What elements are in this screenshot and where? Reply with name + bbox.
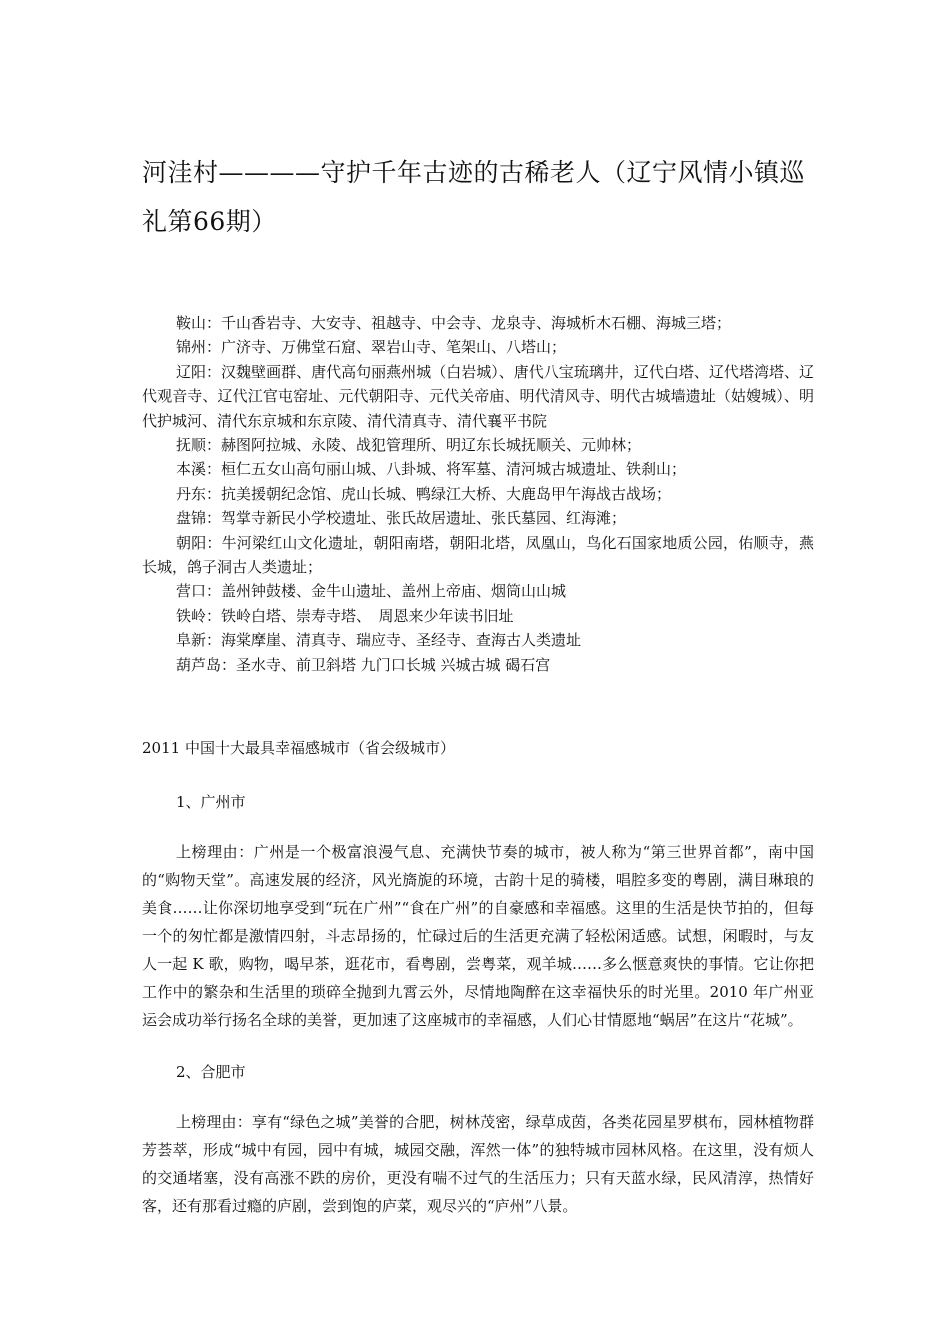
city-reason-guangzhou [142, 838, 814, 1034]
site-entry-tieling: 铁岭：铁岭白塔、崇寿寺塔、 周恩来少年读书旧址 [176, 606, 514, 625]
city-heading-guangzhou: 1、广州市 [176, 793, 246, 811]
site-entry-jinzhou: 锦州：广济寺、万佛堂石窟、翠岩山寺、笔架山、八塔山； [176, 338, 567, 357]
section-heading: 2011 中国十大最具幸福感城市（省会级城市） [142, 739, 455, 757]
city-heading-hefei: 2、合肥市 [176, 1063, 246, 1081]
site-entry-dandong: 丹东：抗美援朝纪念馆、虎山长城、鸭绿江大桥、大鹿岛甲午海战古战场； [176, 484, 672, 503]
site-entry-chaoyang: 朝阳：牛河梁红山文化遗址，朝阳南塔，朝阳北塔，凤凰山，鸟化石国家地质公园，佑顺寺，燕长城，鸽子洞古人类遗址； [142, 533, 814, 577]
site-entry-fuxin: 阜新：海棠摩崖、清真寺、瑞应寺、圣经寺、查海古人类遗址 [176, 631, 582, 650]
reason-paragraph: 上榜理由：广州是一个极富浪漫气息、充满快节奏的城市，被人称为“第三世界首都”，南中国的“购物天堂”。高速发展的经济，风光旖旎的环境，古韵十足的骑楼，唱腔多变的粤剧，满目琳琅的美食……让你深切地享受到“玩在广州”“食在广州”的自豪感和幸福感。这里的生活是快节拍的，但每一个的匆忙都是激情四射，斗志昂扬的，忙碌过后的生活更充满了轻松闲适感。试想，闲暇时，与友人一起 K 歌，购物，喝早茶，逛花市，看粤剧，尝粤菜，观羊城……多么惬意爽快的事情。它让你把工作中的繁杂和生活里的琐碎全抛到九霄云外，尽情地陶醉在这幸福快乐的时光里。2010 年广州亚运会成功举行扬名全球的美誉，更加速了这座城市的幸福感，人们心甘情愿地“蜗居”在这片“花城”。 [142, 843, 814, 1029]
historic-sites-list [142, 311, 814, 677]
site-entry-panjin: 盘锦：驾掌寺新民小学校遗址、张氏故居遗址、张氏墓园、红海滩； [176, 509, 627, 528]
reason-paragraph: 上榜理由：享有“绿色之城”美誉的合肥，树林茂密，绿草成茵，各类花园星罗棋布，园林植物群芳荟萃，形成“城中有园，园中有城，城园交融，浑然一体”的独特城市园林风格。在这里，没有烦人的交通堵塞，没有高涨不跌的房价，更没有喘不过气的生活压力；只有天蓝水绿，民风清淳，热情好客，还有那看过瘾的庐剧，尝到饱的庐菜，观尽兴的“庐州”八景。 [142, 1113, 814, 1215]
site-entry-liaoyang: 辽阳：汉魏壁画群、唐代高句丽燕州城（白岩城）、唐代八宝琉璃井，辽代白塔、辽代塔湾塔、辽代观音寺、辽代江官屯窑址、元代朝阳寺、元代关帝庙、明代清风寺、明代古城墙遗址（姑嫂城）、明代护城河、清代东京城和东京陵、清代清真寺、清代襄平书院 [142, 362, 814, 430]
city-reason-hefei [142, 1108, 814, 1220]
page-title: 河洼村————守护千年古迹的古稀老人（辽宁风情小镇巡礼第66期） [142, 158, 806, 236]
site-entry-huludao: 葫芦岛：圣水寺、前卫斜塔 九门口长城 兴城古城 碣石宫 [176, 655, 551, 674]
site-entry-yingkou: 营口：盖州钟鼓楼、金牛山遗址、盖州上帝庙、烟筒山山城 [176, 582, 567, 601]
site-entry-anshan: 鞍山：千山香岩寺、大安寺、祖越寺、中会寺、龙泉寺、海城析木石棚、海城三塔； [176, 314, 732, 332]
site-entry-fushun: 抚顺：赫图阿拉城、永陵、战犯管理所、明辽东长城抚顺关、元帅林； [176, 436, 642, 455]
site-entry-benxi: 本溪：桓仁五女山高句丽山城、八卦城、将军墓、清河城古城遗址、铁刹山； [176, 460, 687, 479]
